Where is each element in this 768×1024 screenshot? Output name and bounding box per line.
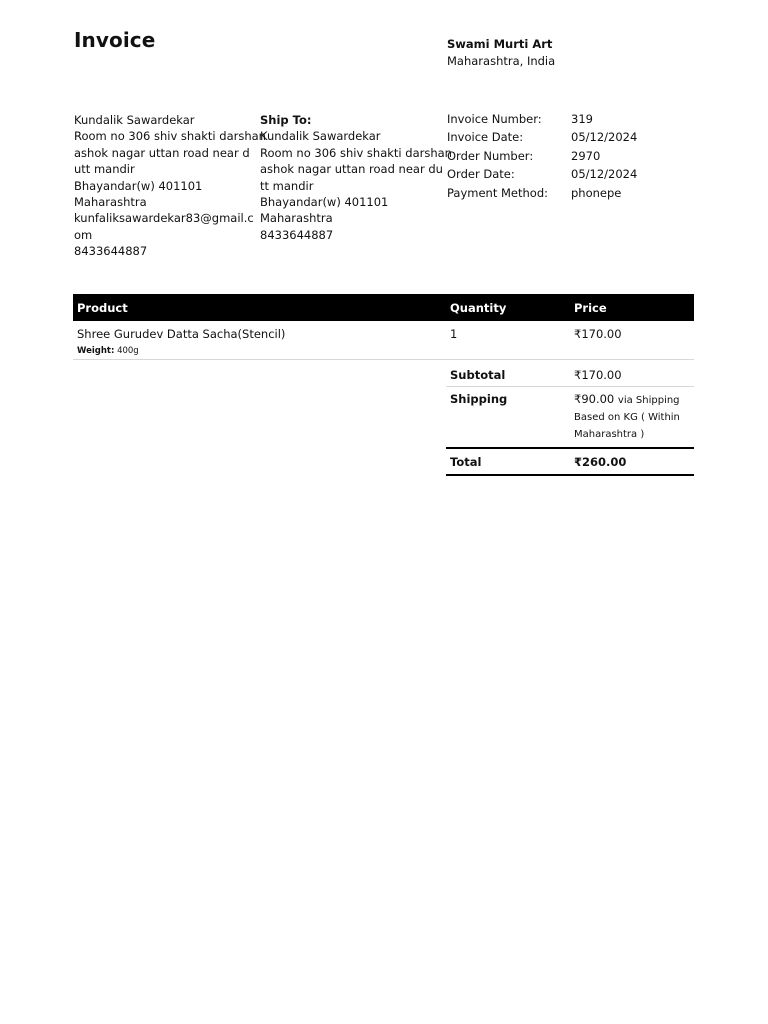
- meta-label: Invoice Date:: [447, 130, 524, 145]
- total-value: ₹260.00: [570, 448, 694, 475]
- billing-address-line-2: ashok nagar uttan road near dutt mandir: [74, 145, 250, 177]
- shop-info: [447, 36, 555, 70]
- meta-value: 2970: [571, 148, 601, 163]
- shipping-method: via Shipping Based on KG ( Within Maharashtra ): [574, 395, 680, 440]
- shipping-address: [260, 112, 452, 243]
- meta-label: Payment Method:: [447, 185, 549, 200]
- shipping-city-postcode: Bhayandar(w) 401101: [260, 195, 389, 210]
- billing-address-line-1: Room no 306 shiv shakti darshan: [74, 129, 266, 144]
- weight-value: 400g: [117, 346, 139, 356]
- meta-value: 05/12/2024: [571, 167, 638, 182]
- meta-row-payment-method: [447, 186, 637, 204]
- product-name: Shree Gurudev Datta Sacha(Stencil): [77, 327, 286, 341]
- meta-value: phonepe: [571, 185, 622, 200]
- shipping-row: [446, 387, 694, 449]
- billing-name: Kundalik Sawardekar: [74, 113, 195, 127]
- shipping-state: Maharashtra: [260, 211, 333, 226]
- subtotal-row: [446, 363, 694, 387]
- meta-value: 05/12/2024: [571, 130, 638, 145]
- product-cell: [73, 321, 446, 360]
- meta-label: Order Number:: [447, 148, 534, 163]
- order-meta-table: [447, 112, 637, 204]
- products-table: [73, 294, 694, 360]
- product-weight: [77, 346, 442, 356]
- meta-row-order-number: [447, 149, 637, 167]
- meta-label: Invoice Number:: [447, 112, 542, 126]
- billing-state: Maharashtra: [74, 195, 147, 210]
- table-row: [73, 321, 694, 360]
- document-title: Invoice: [74, 28, 156, 52]
- subtotal-value: ₹170.00: [570, 363, 694, 387]
- products-header-row: [73, 294, 694, 321]
- shipping-address-line-1: Room no 306 shiv shakti darshan: [260, 145, 452, 160]
- billing-city-postcode: Bhayandar(w) 401101: [74, 178, 203, 193]
- shipping-name: Kundalik Sawardekar: [260, 129, 381, 144]
- meta-row-invoice-number: [447, 112, 637, 130]
- meta-label: Order Date:: [447, 167, 515, 182]
- shipping-cell: [570, 387, 694, 449]
- meta-value: 319: [571, 112, 593, 126]
- totals-table: [446, 363, 694, 476]
- total-label: Total: [446, 448, 570, 475]
- shipping-address-line-2: ashok nagar uttan road near dutt mandir: [260, 162, 443, 193]
- shop-address: Maharashtra, India: [447, 54, 556, 68]
- subtotal-label: Subtotal: [446, 363, 570, 387]
- shipping-value: ₹90.00: [574, 392, 615, 406]
- billing-phone: 8433644887: [74, 244, 148, 259]
- product-price: ₹170.00: [570, 321, 694, 360]
- billing-email: kunfaliksawardekar83@gmail.com: [74, 211, 254, 242]
- shipping-phone: 8433644887: [260, 227, 334, 242]
- ship-to-heading: Ship To:: [260, 113, 312, 127]
- shop-name: Swami Murti Art: [447, 37, 553, 51]
- shipping-label: Shipping: [446, 387, 570, 449]
- total-row: [446, 448, 694, 475]
- meta-row-order-date: [447, 167, 637, 185]
- header-quantity: Quantity: [446, 294, 570, 321]
- header-price: Price: [570, 294, 694, 321]
- header-product: Product: [73, 294, 446, 321]
- weight-label: Weight:: [77, 346, 115, 356]
- product-quantity: 1: [446, 321, 570, 360]
- meta-row-invoice-date: [447, 130, 637, 148]
- billing-address: [74, 112, 266, 260]
